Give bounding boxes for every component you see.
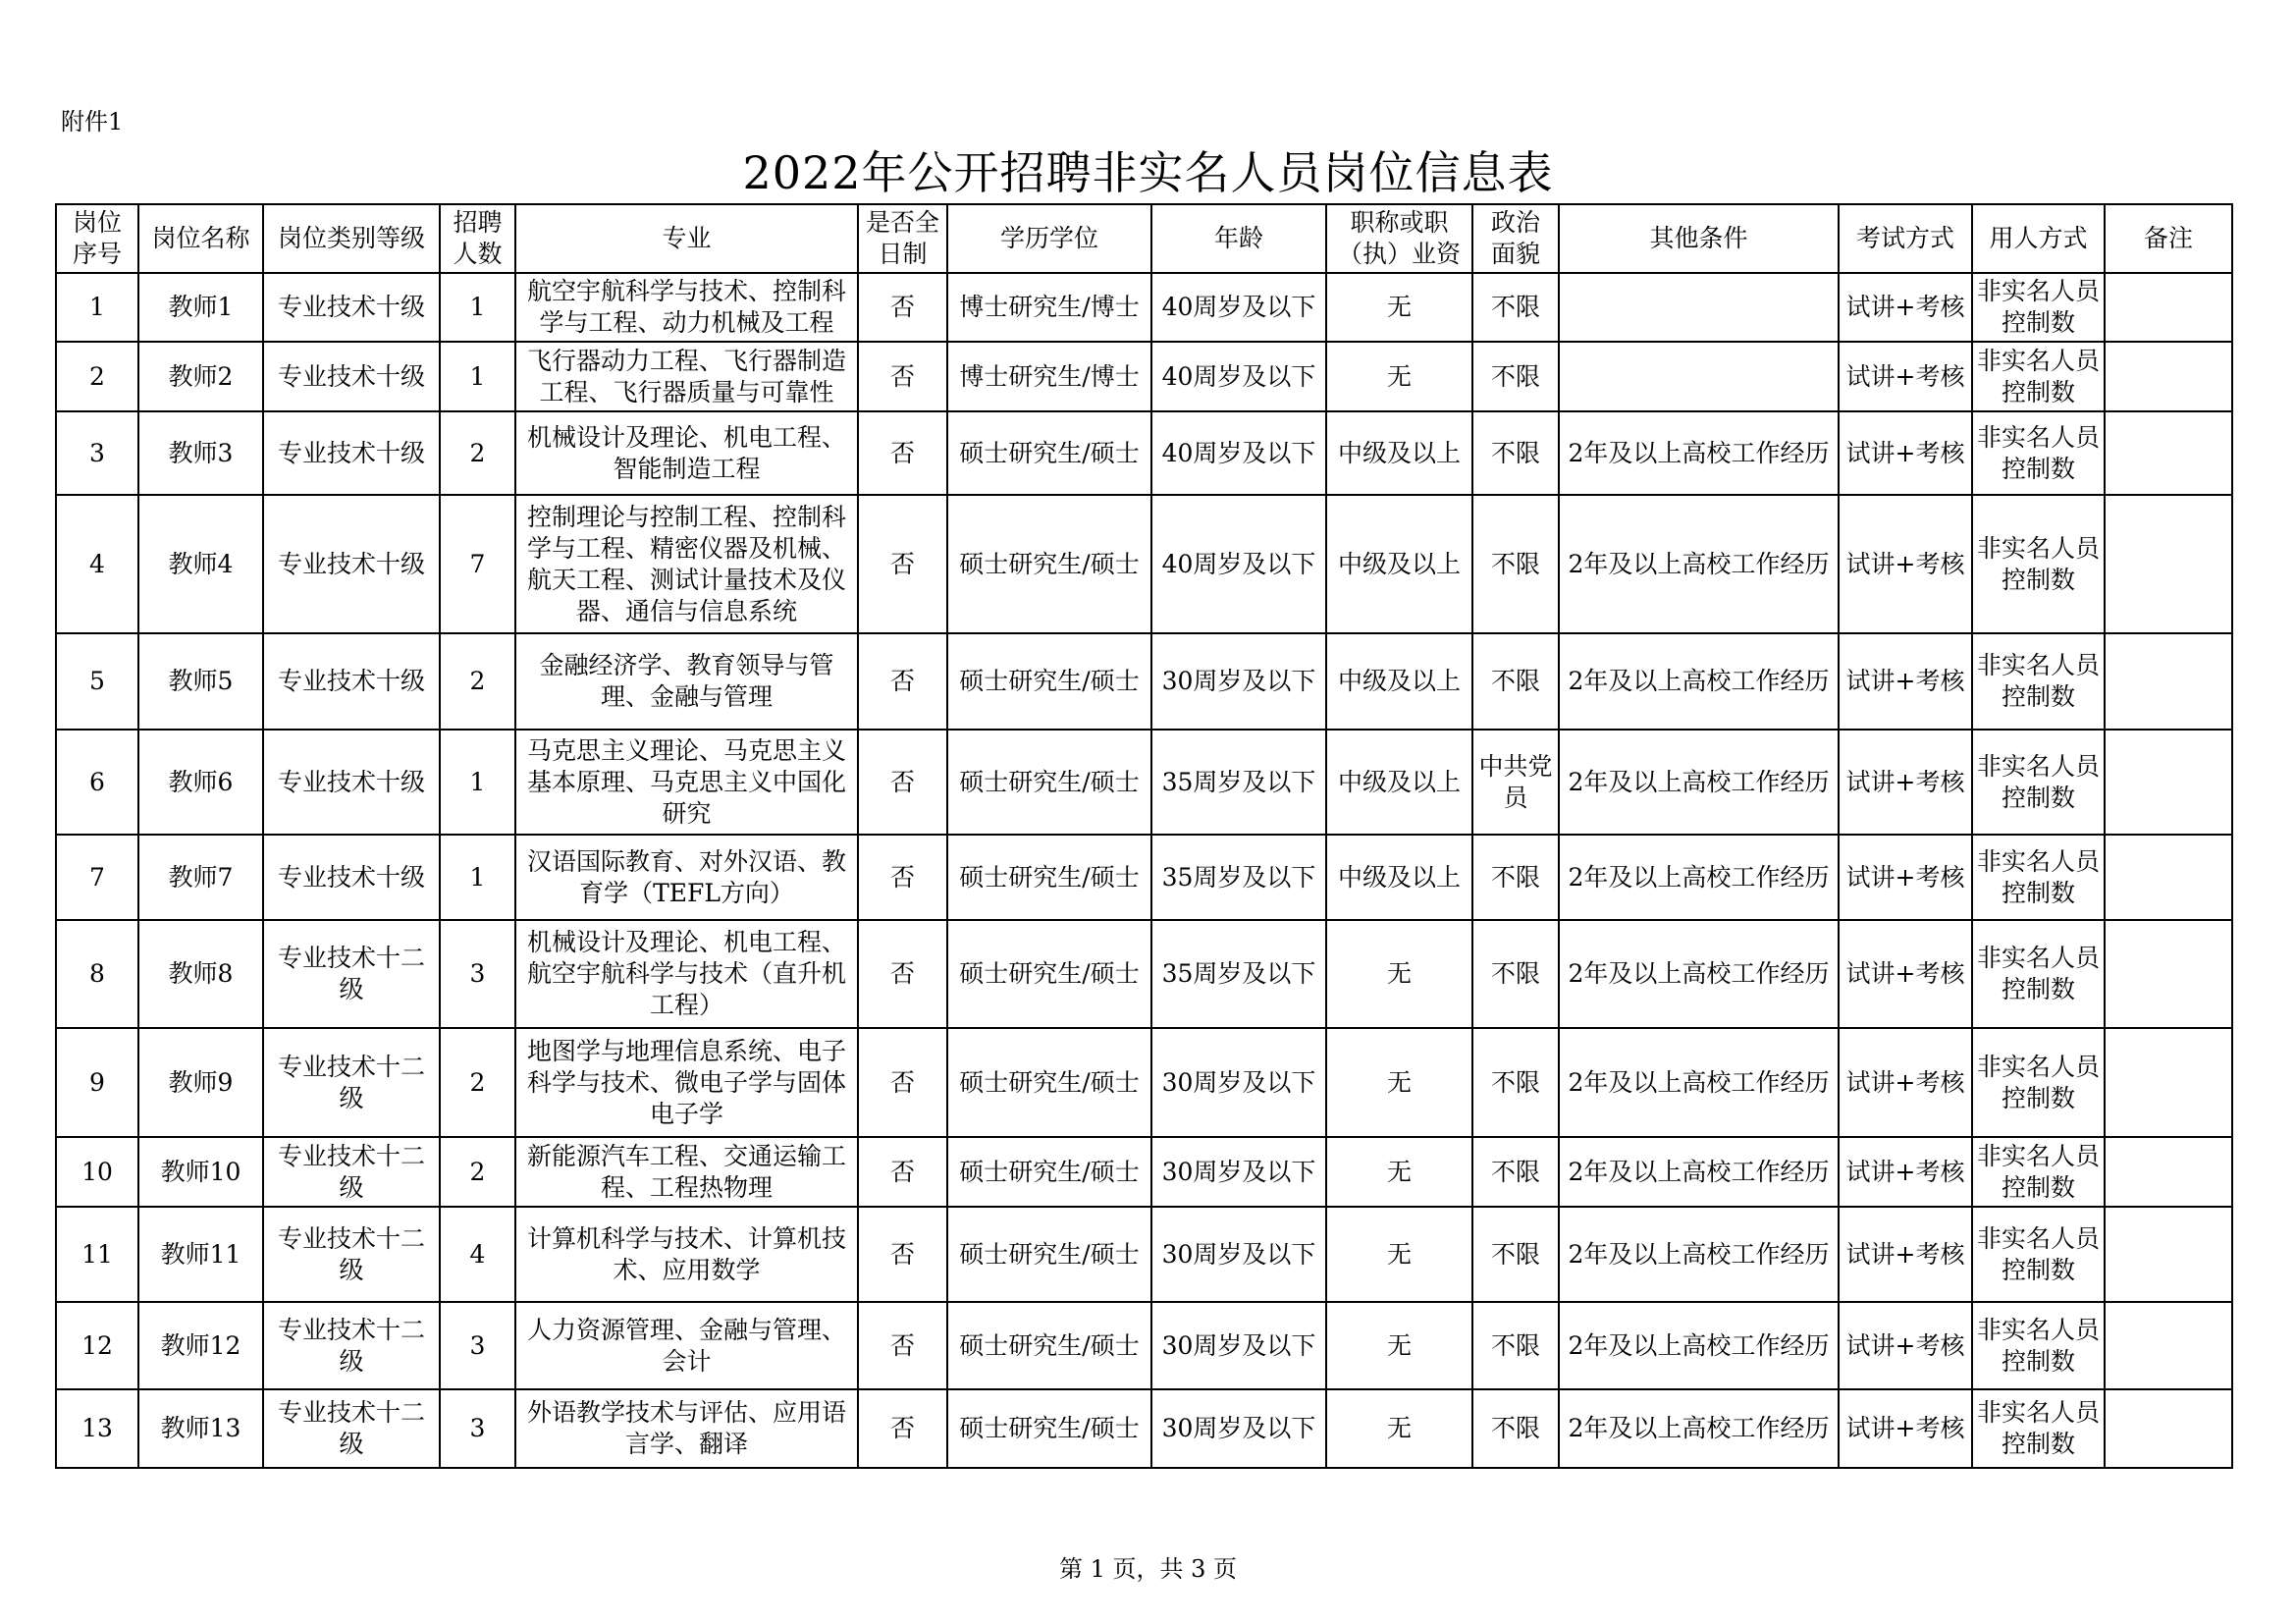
cell-name: 教师8 — [138, 920, 263, 1028]
cell-other: 2年及以上高校工作经历 — [1559, 633, 1839, 730]
cell-fulltime: 否 — [858, 495, 947, 633]
cell-grade: 专业技术十二级 — [263, 1207, 440, 1302]
cell-other: 2年及以上高校工作经历 — [1559, 730, 1839, 835]
cell-major: 汉语国际教育、对外汉语、教育学（TEFL方向） — [515, 835, 858, 920]
cell-remark — [2105, 1028, 2232, 1137]
cell-grade: 专业技术十级 — [263, 273, 440, 342]
cell-employment: 非实名人员控制数 — [1972, 273, 2105, 342]
cell-fulltime: 否 — [858, 1137, 947, 1207]
cell-title: 无 — [1326, 342, 1472, 411]
header-cell: 专业 — [515, 204, 858, 273]
cell-employment: 非实名人员控制数 — [1972, 495, 2105, 633]
cell-fulltime: 否 — [858, 1028, 947, 1137]
table-row — [56, 1137, 2232, 1207]
cell-exam: 试讲+考核 — [1839, 1028, 1972, 1137]
cell-grade: 专业技术十级 — [263, 730, 440, 835]
cell-name: 教师6 — [138, 730, 263, 835]
cell-remark — [2105, 920, 2232, 1028]
cell-other — [1559, 342, 1839, 411]
cell-fulltime: 否 — [858, 411, 947, 495]
cell-title: 无 — [1326, 1028, 1472, 1137]
cell-grade: 专业技术十二级 — [263, 1389, 440, 1468]
cell-other: 2年及以上高校工作经历 — [1559, 1302, 1839, 1389]
cell-age: 35周岁及以下 — [1151, 730, 1326, 835]
cell-fulltime: 否 — [858, 633, 947, 730]
cell-title: 中级及以上 — [1326, 411, 1472, 495]
header-cell: 岗位 序号 — [56, 204, 138, 273]
cell-count: 2 — [440, 1028, 515, 1137]
cell-name: 教师10 — [138, 1137, 263, 1207]
cell-age: 30周岁及以下 — [1151, 1207, 1326, 1302]
cell-age: 30周岁及以下 — [1151, 1389, 1326, 1468]
cell-title: 无 — [1326, 1137, 1472, 1207]
cell-politics: 不限 — [1472, 835, 1559, 920]
cell-employment: 非实名人员控制数 — [1972, 411, 2105, 495]
cell-major: 金融经济学、教育领导与管理、金融与管理 — [515, 633, 858, 730]
cell-title: 无 — [1326, 1302, 1472, 1389]
cell-employment: 非实名人员控制数 — [1972, 1137, 2105, 1207]
page-footer: 第 1 页，共 3 页 — [1058, 1555, 1238, 1583]
cell-employment: 非实名人员控制数 — [1972, 835, 2105, 920]
cell-seq: 6 — [56, 730, 138, 835]
cell-other — [1559, 273, 1839, 342]
cell-count: 1 — [440, 342, 515, 411]
cell-seq: 12 — [56, 1302, 138, 1389]
cell-fulltime: 否 — [858, 1302, 947, 1389]
cell-exam: 试讲+考核 — [1839, 1207, 1972, 1302]
cell-major: 外语教学技术与评估、应用语言学、翻译 — [515, 1389, 858, 1468]
cell-grade: 专业技术十级 — [263, 633, 440, 730]
header-cell: 招聘 人数 — [440, 204, 515, 273]
cell-remark — [2105, 1137, 2232, 1207]
cell-fulltime: 否 — [858, 730, 947, 835]
cell-title: 无 — [1326, 1207, 1472, 1302]
cell-major: 马克思主义理论、马克思主义基本原理、马克思主义中国化研究 — [515, 730, 858, 835]
cell-politics: 不限 — [1472, 1137, 1559, 1207]
cell-employment: 非实名人员控制数 — [1972, 633, 2105, 730]
cell-count: 2 — [440, 411, 515, 495]
cell-name: 教师1 — [138, 273, 263, 342]
cell-degree: 硕士研究生/硕士 — [947, 1302, 1151, 1389]
cell-degree: 博士研究生/博士 — [947, 273, 1151, 342]
cell-seq: 5 — [56, 633, 138, 730]
cell-employment: 非实名人员控制数 — [1972, 1302, 2105, 1389]
cell-count: 7 — [440, 495, 515, 633]
cell-title: 中级及以上 — [1326, 730, 1472, 835]
cell-exam: 试讲+考核 — [1839, 1137, 1972, 1207]
cell-politics: 不限 — [1472, 920, 1559, 1028]
cell-grade: 专业技术十二级 — [263, 920, 440, 1028]
table-row — [56, 342, 2232, 411]
table-row — [56, 273, 2232, 342]
cell-grade: 专业技术十二级 — [263, 1302, 440, 1389]
cell-count: 2 — [440, 1137, 515, 1207]
table-row — [56, 835, 2232, 920]
cell-major: 飞行器动力工程、飞行器制造工程、飞行器质量与可靠性 — [515, 342, 858, 411]
cell-exam: 试讲+考核 — [1839, 1389, 1972, 1468]
cell-other: 2年及以上高校工作经历 — [1559, 835, 1839, 920]
cell-grade: 专业技术十级 — [263, 495, 440, 633]
cell-politics: 不限 — [1472, 495, 1559, 633]
header-cell: 是否全 日制 — [858, 204, 947, 273]
header-cell: 用人方式 — [1972, 204, 2105, 273]
cell-age: 40周岁及以下 — [1151, 273, 1326, 342]
cell-name: 教师4 — [138, 495, 263, 633]
cell-age: 30周岁及以下 — [1151, 1028, 1326, 1137]
cell-exam: 试讲+考核 — [1839, 1302, 1972, 1389]
cell-age: 30周岁及以下 — [1151, 633, 1326, 730]
cell-politics: 不限 — [1472, 1028, 1559, 1137]
header-cell: 职称或职 （执）业资 — [1326, 204, 1472, 273]
cell-count: 3 — [440, 1389, 515, 1468]
cell-exam: 试讲+考核 — [1839, 273, 1972, 342]
cell-seq: 1 — [56, 273, 138, 342]
cell-exam: 试讲+考核 — [1839, 411, 1972, 495]
cell-politics: 中共党员 — [1472, 730, 1559, 835]
cell-exam: 试讲+考核 — [1839, 835, 1972, 920]
table-row — [56, 633, 2232, 730]
header-cell: 岗位名称 — [138, 204, 263, 273]
table-row — [56, 1389, 2232, 1468]
cell-major: 机械设计及理论、机电工程、智能制造工程 — [515, 411, 858, 495]
cell-name: 教师3 — [138, 411, 263, 495]
table-row — [56, 411, 2232, 495]
table-row — [56, 730, 2232, 835]
cell-employment: 非实名人员控制数 — [1972, 1028, 2105, 1137]
cell-degree: 硕士研究生/硕士 — [947, 1207, 1151, 1302]
cell-remark — [2105, 495, 2232, 633]
table-row — [56, 1028, 2232, 1137]
cell-major: 控制理论与控制工程、控制科学与工程、精密仪器及机械、航天工程、测试计量技术及仪器、通信与信息系统 — [515, 495, 858, 633]
cell-fulltime: 否 — [858, 1207, 947, 1302]
cell-seq: 10 — [56, 1137, 138, 1207]
cell-politics: 不限 — [1472, 342, 1559, 411]
cell-remark — [2105, 273, 2232, 342]
cell-count: 1 — [440, 835, 515, 920]
cell-exam: 试讲+考核 — [1839, 920, 1972, 1028]
cell-politics: 不限 — [1472, 273, 1559, 342]
cell-name: 教师11 — [138, 1207, 263, 1302]
cell-remark — [2105, 633, 2232, 730]
cell-title: 中级及以上 — [1326, 633, 1472, 730]
cell-title: 无 — [1326, 920, 1472, 1028]
cell-major: 机械设计及理论、机电工程、航空宇航科学与技术（直升机工程） — [515, 920, 858, 1028]
cell-remark — [2105, 1302, 2232, 1389]
cell-other: 2年及以上高校工作经历 — [1559, 495, 1839, 633]
cell-degree: 硕士研究生/硕士 — [947, 920, 1151, 1028]
cell-degree: 硕士研究生/硕士 — [947, 633, 1151, 730]
cell-grade: 专业技术十级 — [263, 411, 440, 495]
cell-seq: 2 — [56, 342, 138, 411]
cell-count: 1 — [440, 273, 515, 342]
header-cell: 学历学位 — [947, 204, 1151, 273]
cell-employment: 非实名人员控制数 — [1972, 730, 2105, 835]
cell-seq: 9 — [56, 1028, 138, 1137]
cell-seq: 4 — [56, 495, 138, 633]
cell-title: 中级及以上 — [1326, 835, 1472, 920]
cell-politics: 不限 — [1472, 633, 1559, 730]
cell-age: 35周岁及以下 — [1151, 920, 1326, 1028]
cell-seq: 8 — [56, 920, 138, 1028]
cell-degree: 博士研究生/博士 — [947, 342, 1151, 411]
cell-seq: 11 — [56, 1207, 138, 1302]
cell-exam: 试讲+考核 — [1839, 495, 1972, 633]
table-header-row — [56, 204, 2232, 273]
cell-remark — [2105, 835, 2232, 920]
cell-grade: 专业技术十二级 — [263, 1028, 440, 1137]
cell-age: 30周岁及以下 — [1151, 1302, 1326, 1389]
header-cell: 考试方式 — [1839, 204, 1972, 273]
header-cell: 政治 面貌 — [1472, 204, 1559, 273]
cell-fulltime: 否 — [858, 342, 947, 411]
cell-employment: 非实名人员控制数 — [1972, 1389, 2105, 1468]
cell-count: 3 — [440, 1302, 515, 1389]
cell-name: 教师13 — [138, 1389, 263, 1468]
cell-name: 教师9 — [138, 1028, 263, 1137]
cell-exam: 试讲+考核 — [1839, 730, 1972, 835]
cell-degree: 硕士研究生/硕士 — [947, 730, 1151, 835]
table-row — [56, 1207, 2232, 1302]
cell-fulltime: 否 — [858, 1389, 947, 1468]
cell-exam: 试讲+考核 — [1839, 633, 1972, 730]
cell-fulltime: 否 — [858, 920, 947, 1028]
cell-degree: 硕士研究生/硕士 — [947, 835, 1151, 920]
cell-major: 地图学与地理信息系统、电子科学与技术、微电子学与固体电子学 — [515, 1028, 858, 1137]
position-table — [55, 203, 2233, 1469]
table-row — [56, 495, 2232, 633]
cell-title: 无 — [1326, 273, 1472, 342]
cell-count: 3 — [440, 920, 515, 1028]
page-title: 2022年公开招聘非实名人员岗位信息表 — [742, 146, 1554, 199]
cell-degree: 硕士研究生/硕士 — [947, 1137, 1151, 1207]
cell-name: 教师5 — [138, 633, 263, 730]
cell-employment: 非实名人员控制数 — [1972, 1207, 2105, 1302]
table-row — [56, 1302, 2232, 1389]
cell-remark — [2105, 1207, 2232, 1302]
cell-politics: 不限 — [1472, 1302, 1559, 1389]
cell-seq: 3 — [56, 411, 138, 495]
cell-remark — [2105, 730, 2232, 835]
cell-major: 计算机科学与技术、计算机技术、应用数学 — [515, 1207, 858, 1302]
cell-remark — [2105, 342, 2232, 411]
table-body — [56, 273, 2232, 1468]
cell-grade: 专业技术十级 — [263, 835, 440, 920]
header-cell: 备注 — [2105, 204, 2232, 273]
cell-name: 教师12 — [138, 1302, 263, 1389]
cell-major: 人力资源管理、金融与管理、会计 — [515, 1302, 858, 1389]
cell-other: 2年及以上高校工作经历 — [1559, 1028, 1839, 1137]
cell-name: 教师7 — [138, 835, 263, 920]
cell-employment: 非实名人员控制数 — [1972, 342, 2105, 411]
cell-fulltime: 否 — [858, 835, 947, 920]
cell-seq: 7 — [56, 835, 138, 920]
cell-count: 4 — [440, 1207, 515, 1302]
cell-other: 2年及以上高校工作经历 — [1559, 411, 1839, 495]
cell-degree: 硕士研究生/硕士 — [947, 1389, 1151, 1468]
cell-other: 2年及以上高校工作经历 — [1559, 1137, 1839, 1207]
cell-politics: 不限 — [1472, 411, 1559, 495]
cell-count: 2 — [440, 633, 515, 730]
cell-age: 40周岁及以下 — [1151, 411, 1326, 495]
cell-degree: 硕士研究生/硕士 — [947, 411, 1151, 495]
cell-other: 2年及以上高校工作经历 — [1559, 1207, 1839, 1302]
cell-age: 40周岁及以下 — [1151, 342, 1326, 411]
cell-other: 2年及以上高校工作经历 — [1559, 1389, 1839, 1468]
cell-remark — [2105, 1389, 2232, 1468]
cell-employment: 非实名人员控制数 — [1972, 920, 2105, 1028]
cell-exam: 试讲+考核 — [1839, 342, 1972, 411]
cell-major: 航空宇航科学与技术、控制科学与工程、动力机械及工程 — [515, 273, 858, 342]
header-cell: 其他条件 — [1559, 204, 1839, 273]
cell-other: 2年及以上高校工作经历 — [1559, 920, 1839, 1028]
cell-fulltime: 否 — [858, 273, 947, 342]
cell-remark — [2105, 411, 2232, 495]
cell-grade: 专业技术十二级 — [263, 1137, 440, 1207]
header-cell: 岗位类别等级 — [263, 204, 440, 273]
cell-politics: 不限 — [1472, 1389, 1559, 1468]
cell-grade: 专业技术十级 — [263, 342, 440, 411]
attachment-label: 附件1 — [61, 108, 124, 135]
header-cell: 年龄 — [1151, 204, 1326, 273]
cell-degree: 硕士研究生/硕士 — [947, 495, 1151, 633]
cell-name: 教师2 — [138, 342, 263, 411]
cell-politics: 不限 — [1472, 1207, 1559, 1302]
cell-age: 30周岁及以下 — [1151, 1137, 1326, 1207]
cell-title: 中级及以上 — [1326, 495, 1472, 633]
cell-age: 40周岁及以下 — [1151, 495, 1326, 633]
cell-age: 35周岁及以下 — [1151, 835, 1326, 920]
cell-major: 新能源汽车工程、交通运输工程、工程热物理 — [515, 1137, 858, 1207]
table-row — [56, 920, 2232, 1028]
cell-seq: 13 — [56, 1389, 138, 1468]
cell-degree: 硕士研究生/硕士 — [947, 1028, 1151, 1137]
cell-title: 无 — [1326, 1389, 1472, 1468]
cell-count: 1 — [440, 730, 515, 835]
